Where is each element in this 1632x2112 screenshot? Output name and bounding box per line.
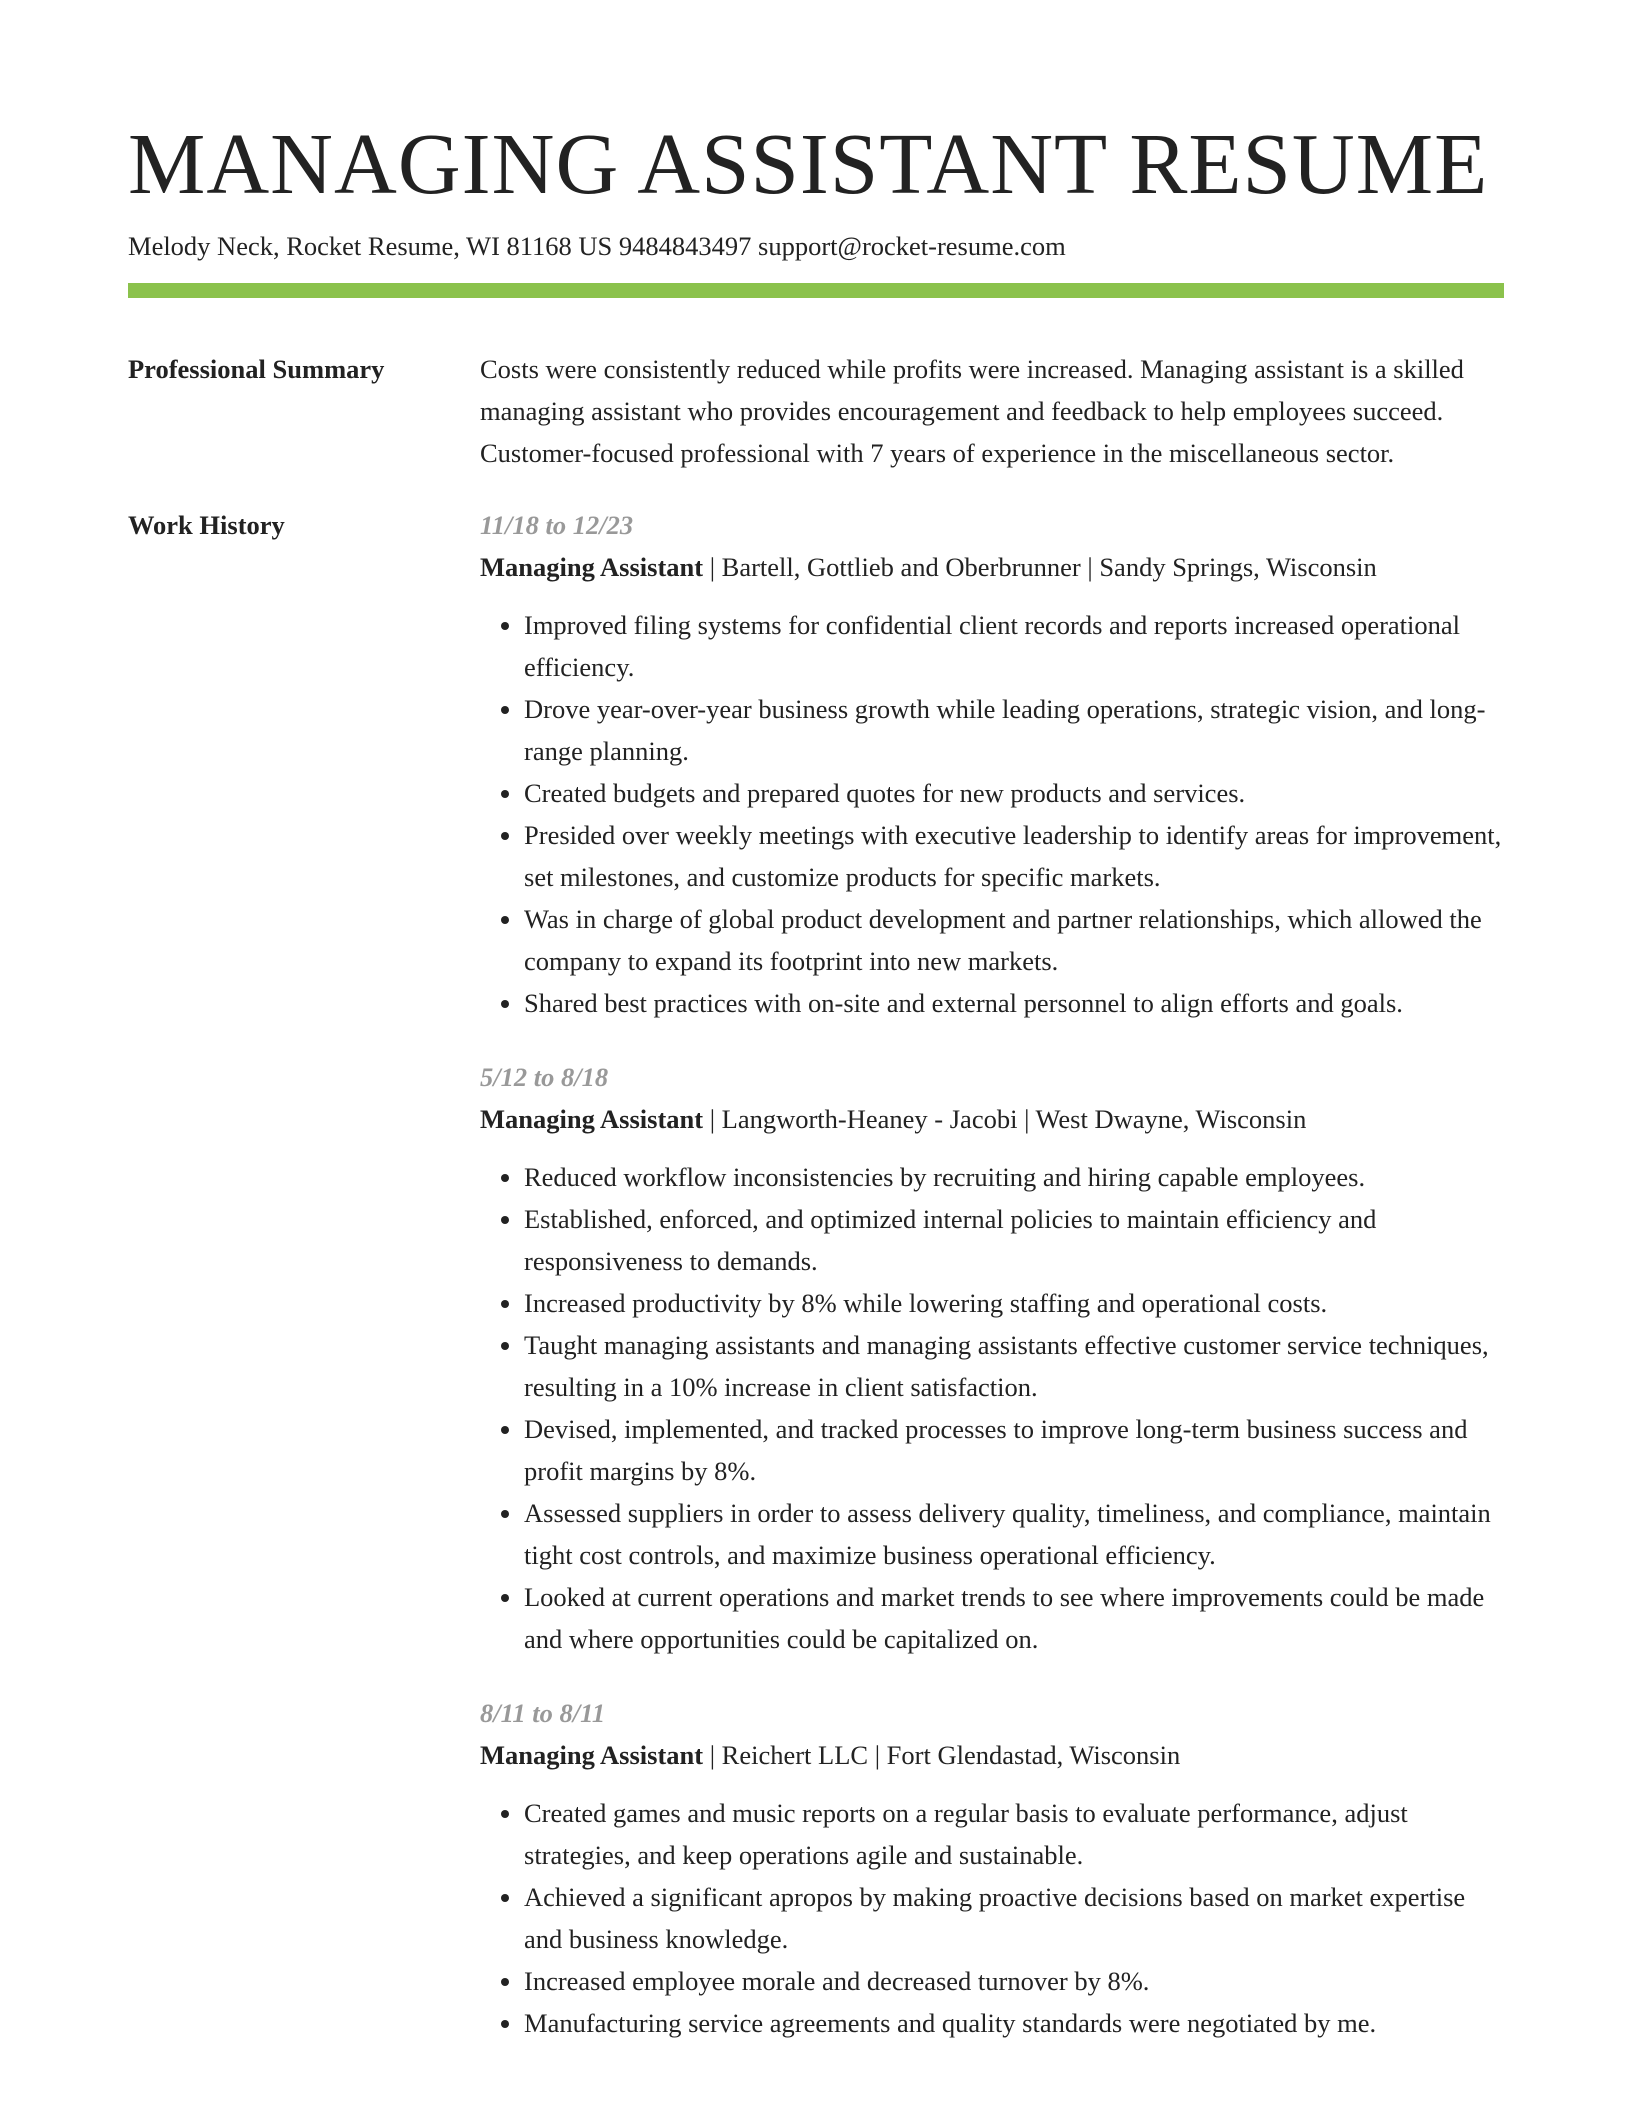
- job-dates: 5/12 to 8/18: [480, 1061, 609, 1092]
- job-bullet: • Improved filing systems for confidential client records and reports increased operational efficiency.: [524, 604, 1504, 688]
- accent-divider: [128, 283, 1504, 298]
- professional-summary-section: [128, 348, 1504, 474]
- job-dates: 11/18 to 12/23: [480, 509, 634, 540]
- job-bullets: [480, 1792, 1504, 2044]
- job-heading: [480, 546, 1504, 588]
- section-label-work-history: Work History: [128, 509, 285, 540]
- resume-title: MANAGING ASSISTANT RESUME: [128, 115, 1489, 212]
- job-entry: [480, 1692, 1504, 2044]
- job-title: Managing Assistant: [480, 1739, 704, 1770]
- job-bullets: [480, 1156, 1504, 1660]
- job-bullet: • Looked at current operations and market trends to see where improvements could be made and where opportunities could be capitalized on.: [524, 1576, 1504, 1660]
- resume-page: [128, 115, 1504, 2076]
- contact-info: Melody Neck, Rocket Resume, WI 81168 US 9484843497 support@rocket-resume.com: [128, 231, 1066, 261]
- job-entry: [480, 1056, 1504, 1660]
- job-bullet: • Was in charge of global product development and partner relationships, which allowed the company to expand its footprint into new markets.: [524, 898, 1504, 982]
- job-bullet: • Achieved a significant apropos by making proactive decisions based on market expertise and business knowledge.: [524, 1876, 1504, 1960]
- job-employer-location: | Langworth-Heaney - Jacobi | West Dwayne, Wisconsin: [703, 1103, 1307, 1134]
- job-employer-location: | Bartell, Gottlieb and Oberbrunner | Sandy Springs, Wisconsin: [703, 551, 1377, 582]
- job-bullet: • Shared best practices with on-site and external personnel to align efforts and goals.: [524, 982, 1504, 1024]
- job-entry: [480, 504, 1504, 1024]
- job-title: Managing Assistant: [480, 551, 704, 582]
- job-bullet: • Established, enforced, and optimized internal policies to maintain efficiency and responsiveness to demands.: [524, 1198, 1504, 1282]
- job-bullet: • Manufacturing service agreements and quality standards were negotiated by me.: [524, 2002, 1504, 2044]
- job-bullet: • Increased employee morale and decreased turnover by 8%.: [524, 1960, 1504, 2002]
- job-bullet: • Created games and music reports on a regular basis to evaluate performance, adjust strategies, and keep operations agile and sustainable.: [524, 1792, 1504, 1876]
- job-bullet: • Devised, implemented, and tracked processes to improve long-term business success and profit margins by 8%.: [524, 1408, 1504, 1492]
- job-bullet: • Created budgets and prepared quotes for new products and services.: [524, 772, 1504, 814]
- job-bullet: • Drove year-over-year business growth while leading operations, strategic vision, and long-range planning.: [524, 688, 1504, 772]
- job-title: Managing Assistant: [480, 1103, 704, 1134]
- job-bullets: [480, 604, 1504, 1024]
- job-dates: 8/11 to 8/11: [480, 1697, 606, 1728]
- job-employer-location: | Reichert LLC | Fort Glendastad, Wisconsin: [703, 1739, 1181, 1770]
- job-heading: [480, 1098, 1504, 1140]
- section-label-summary: Professional Summary: [128, 353, 385, 384]
- summary-body: [480, 348, 1504, 474]
- job-bullet: • Presided over weekly meetings with executive leadership to identify areas for improvement, set milestones, and customize products for specific markets.: [524, 814, 1504, 898]
- work-history-section: [128, 504, 1504, 2076]
- job-bullet: • Reduced workflow inconsistencies by recruiting and hiring capable employees.: [524, 1156, 1504, 1198]
- job-heading: [480, 1734, 1504, 1776]
- job-bullet: • Increased productivity by 8% while lowering staffing and operational costs.: [524, 1282, 1504, 1324]
- job-bullet: • Taught managing assistants and managing assistants effective customer service techniques, resulting in a 10% increase in client satisfaction.: [524, 1324, 1504, 1408]
- summary-text: Costs were consistently reduced while profits were increased. Managing assistant is a skilled managing assistant who provides encouragement and feedback to help employees succeed. Customer-focused professional with 7 years of experience in the miscellaneous sector.: [480, 353, 1464, 468]
- work-history-body: [480, 504, 1504, 2076]
- job-bullet: • Assessed suppliers in order to assess delivery quality, timeliness, and compliance, maintain tight cost controls, and maximize business operational efficiency.: [524, 1492, 1504, 1576]
